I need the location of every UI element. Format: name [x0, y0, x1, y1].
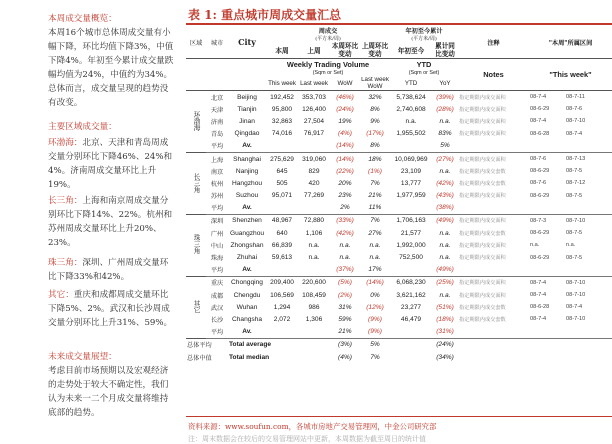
- average-en: Av.: [228, 140, 266, 153]
- city-zh: 上海: [206, 152, 228, 165]
- header-tw-en: This week: [268, 80, 296, 87]
- this-week: 106,569: [270, 291, 294, 299]
- period-end: 08-7-12: [566, 180, 586, 187]
- header-weekly-zh: 周成交 (平方米/周): [315, 28, 341, 42]
- this-week: 95,800: [271, 105, 293, 113]
- period-end: 08-7-10: [565, 276, 599, 289]
- average-row: [186, 264, 612, 277]
- period-end: 08-7-6: [566, 106, 583, 113]
- city-en: Hangzhou: [231, 179, 263, 187]
- average-yoy: (31%): [432, 326, 458, 339]
- header-yoy-en-col: YoY: [439, 80, 451, 87]
- ytd: 23,277: [400, 303, 422, 311]
- ytd: 2,740,608: [396, 105, 426, 113]
- last-week: 986: [308, 303, 320, 311]
- city-en: Chongqing: [228, 276, 266, 289]
- this-week: 505: [276, 179, 288, 187]
- city-zh: 深圳: [206, 214, 228, 227]
- header-ytd-en: YTD (Sqm or Set): [390, 59, 458, 78]
- average-en: Av.: [228, 264, 266, 277]
- city-en: Qingdao: [234, 130, 260, 138]
- total-median-en: Total median: [229, 353, 270, 361]
- city-zh: 青岛: [210, 131, 224, 139]
- city-en: Beijing: [228, 91, 266, 104]
- city-zh: 珠海: [210, 255, 224, 263]
- period-end: 08-7-10: [566, 316, 586, 323]
- region-label: 环渤海: [186, 91, 206, 153]
- last-week-wow: 8%: [370, 105, 380, 113]
- total-median-zh: 总体中值: [187, 354, 212, 362]
- table-title: 表 1: 重点城市周成交量汇总: [188, 8, 342, 22]
- last-week: 420: [308, 179, 320, 187]
- wow: (24%): [336, 105, 354, 113]
- yoy: (49%): [432, 214, 458, 227]
- note: 指定期限内成交面积: [459, 131, 506, 138]
- average-lwwow: 17%: [360, 264, 390, 277]
- header-this-week-en: "This week": [529, 59, 612, 91]
- header-yoy-zh-col: 累计同比变动: [435, 42, 455, 58]
- this-week: 209,400: [266, 276, 298, 289]
- city-en: Changsha: [231, 315, 263, 323]
- period-end: 08-7-4: [566, 130, 583, 137]
- period-start: 08-7-4: [530, 118, 547, 125]
- city-en: Jinan: [239, 117, 255, 125]
- ytd: 3,621,162: [396, 291, 426, 299]
- total-median-yoy: (34%): [436, 353, 454, 361]
- this-week: 59,613: [271, 254, 293, 262]
- average-wow: 2%: [330, 202, 360, 215]
- period-start: 08-7-6: [530, 180, 547, 187]
- title-rule: [186, 23, 612, 25]
- last-week-wow: 32%: [360, 91, 390, 104]
- this-week: 48,967: [266, 214, 298, 227]
- overview-body: 本周16个城市总体周成交量有小幅下降，环比均值下降3%，中值下降4%。年初至今累计成交量跌幅均值为24%，中值约为34%。总体而言，成交量呈现的趋势没有改变。: [48, 28, 174, 108]
- last-week: 76,917: [303, 130, 325, 138]
- average-en: Av.: [228, 202, 266, 215]
- yangtze-body: 上海和南京周成交量分别环比下降14%、22%。杭州和苏州周成交量环比上升20%、23%。: [48, 196, 173, 248]
- city-zh: 广州: [210, 230, 224, 238]
- table-panel: [186, 0, 612, 442]
- header-region-zh: 区域: [189, 39, 203, 47]
- yoy: (28%): [436, 105, 454, 113]
- this-week: 275,629: [266, 152, 298, 165]
- other-body: 重庆和成都周成交量环比下降5%、2%。武汉和长沙周成交量分别环比上升31%、59%。: [48, 290, 173, 328]
- ytd: 1,955,502: [396, 130, 426, 138]
- period-start: 08-6-28: [530, 130, 550, 137]
- header-notes-en: Notes: [458, 59, 529, 91]
- wow: 23%: [338, 192, 352, 200]
- note: 指定期限内成交面积: [459, 118, 506, 125]
- average-en: Av.: [228, 326, 266, 339]
- last-week: n.a.: [308, 241, 320, 249]
- table-row: [186, 128, 612, 140]
- note: 指定期限内成交面积: [458, 214, 529, 227]
- city-en: Nanjing: [235, 167, 259, 175]
- period-start: 08-7-3: [529, 214, 565, 227]
- last-week: 77,269: [303, 192, 325, 200]
- wow: (22%): [336, 167, 354, 175]
- last-week-wow: 27%: [368, 229, 382, 237]
- wow: 59%: [338, 315, 352, 323]
- city-zh: 武汉: [210, 304, 224, 312]
- note: 指定期限内成交套数: [459, 168, 506, 175]
- header-row-zh-a: [186, 26, 612, 42]
- overview-section: [48, 12, 174, 110]
- header-lw-en: Last week: [300, 80, 328, 87]
- regional-heading: 主要区域成交量：: [48, 122, 117, 132]
- wow: (46%): [330, 91, 360, 104]
- pearl-body: 深圳、广州周成交量环比下降33%和42%。: [48, 258, 169, 282]
- average-zh: 平均: [206, 326, 228, 339]
- last-week-wow: 7%: [370, 179, 380, 187]
- city-en: Suzhou: [235, 192, 259, 200]
- last-week: 220,600: [298, 276, 330, 289]
- period-end: 08-7-10: [565, 214, 599, 227]
- city-en: Tianjin: [237, 105, 257, 113]
- city-zh: 天津: [210, 106, 224, 114]
- note: 指定期限内成交面积: [458, 276, 529, 289]
- table-row: [186, 115, 612, 127]
- last-week: 126,400: [302, 105, 326, 113]
- header-ytd-zh-col: 年初至今: [397, 47, 425, 55]
- ytd: 1,706,163: [390, 214, 432, 227]
- yoy: (43%): [436, 192, 454, 200]
- ytd: 6,068,230: [390, 276, 432, 289]
- last-week: 353,703: [298, 91, 330, 104]
- ytd: 10,069,969: [390, 152, 432, 165]
- last-week: 829: [308, 167, 320, 175]
- wow: 20%: [338, 179, 352, 187]
- table-row: [186, 190, 612, 202]
- table-row: [186, 239, 612, 251]
- period-end: 08-7-5: [566, 230, 583, 237]
- outlook-section: [48, 350, 174, 420]
- volume-table: [186, 26, 612, 363]
- period-start: 08-6-29: [530, 168, 550, 175]
- this-week: 640: [276, 229, 288, 237]
- city-zh: 南京: [210, 168, 224, 176]
- last-week: n.a.: [308, 254, 320, 262]
- note: 指定期限内成交套数: [459, 316, 506, 323]
- period-start: 08-6-29: [530, 192, 550, 199]
- other-paragraph: [48, 288, 174, 330]
- yoy: (18%): [436, 315, 454, 323]
- table-row: [186, 227, 612, 239]
- city-zh: 苏州: [210, 193, 224, 201]
- city-en: Wuhan: [236, 303, 258, 311]
- city-zh: 重庆: [206, 276, 228, 289]
- wow: (33%): [330, 214, 360, 227]
- header-lwwow-en: Last week WoW: [361, 77, 389, 90]
- average-yoy: 5%: [432, 140, 458, 153]
- last-week-wow: 7%: [360, 214, 390, 227]
- ytd: 13,777: [400, 179, 422, 187]
- last-week-wow: 21%: [368, 192, 382, 200]
- average-lwwow: 8%: [360, 140, 390, 153]
- city-zh: 北京: [206, 91, 228, 104]
- header-weekly-en: Weekly Trading Volume (Sqm or Set): [266, 59, 390, 78]
- ytd: 46,479: [400, 315, 422, 323]
- header-ytd-zh: 年初至今累计 (平方米/周): [405, 28, 443, 42]
- period-end: 08-7-4: [566, 304, 583, 311]
- last-week-wow: 18%: [360, 152, 390, 165]
- other-lead: 其它：: [48, 290, 74, 300]
- total-median-row: [186, 351, 612, 363]
- city-en: Zhongshan: [230, 241, 264, 249]
- average-row: [186, 326, 612, 339]
- average-yoy: (38%): [432, 202, 458, 215]
- ytd: n.a.: [405, 117, 417, 125]
- period-start: 08-6-29: [530, 230, 550, 237]
- overview-heading: 本周成交量概览：: [48, 14, 117, 24]
- note: 指定期限内成交面积: [458, 152, 529, 165]
- this-week: 95,071: [271, 192, 293, 200]
- ytd: 1,977,959: [396, 192, 426, 200]
- note: 指定期限内成交面积: [458, 91, 529, 104]
- outlook-heading: 未来成交量展望：: [48, 352, 117, 362]
- ytd: 752,500: [399, 254, 423, 262]
- note: 指定期限内成交套数: [459, 304, 506, 311]
- this-week: 2,072: [273, 315, 291, 323]
- total-average-zh: 总体平均: [186, 338, 228, 351]
- table-row: [186, 301, 612, 313]
- header-ytd-en-col: YTD: [404, 80, 418, 87]
- note: 指定期限内成交面积: [459, 193, 506, 200]
- wow: 19%: [338, 117, 352, 125]
- average-wow: (14%): [330, 140, 360, 153]
- last-week-wow: (14%): [360, 276, 390, 289]
- period-end: n.a.: [566, 242, 576, 249]
- yoy: n.a.: [439, 229, 451, 237]
- table-row: [186, 214, 612, 227]
- total-average-lwwow: 5%: [360, 338, 390, 351]
- header-lwwow-zh-col: 上周环比变动: [361, 42, 389, 58]
- period-end: 08-7-13: [565, 152, 599, 165]
- wow: (14%): [330, 152, 360, 165]
- header-city-zh: 城市: [210, 39, 224, 47]
- regional-heading-block: [48, 120, 174, 134]
- city-zh: 杭州: [210, 180, 224, 188]
- last-week: 1,106: [305, 229, 323, 237]
- wow: (42%): [336, 229, 354, 237]
- average-wow: 21%: [330, 326, 360, 339]
- period-start: 08-7-4: [529, 276, 565, 289]
- this-week: 66,839: [271, 241, 293, 249]
- last-week-wow: (17%): [366, 130, 384, 138]
- period-end: 08-7-5: [566, 168, 583, 175]
- table-row: [186, 177, 612, 189]
- note: 指定期限内成交套数: [459, 230, 506, 237]
- header-row-en-a: [186, 59, 612, 78]
- header-city-en: City: [238, 37, 256, 47]
- total-average-wow: (3%): [330, 338, 360, 351]
- table-row: [186, 251, 612, 263]
- ytd: 5,738,624: [390, 91, 432, 104]
- yoy: (27%): [432, 152, 458, 165]
- average-yoy: (49%): [432, 264, 458, 277]
- period-start: 08-7-4: [530, 316, 547, 323]
- last-week-wow: 0%: [370, 291, 380, 299]
- wow: (2%): [338, 291, 352, 299]
- note: 指定期限内成交面积: [459, 255, 506, 262]
- period-start: 08-7-6: [529, 152, 565, 165]
- last-week: 319,060: [298, 152, 330, 165]
- header-this-week-zh: "本周"所属区间: [548, 39, 593, 47]
- last-week-wow: (1%): [368, 167, 382, 175]
- yoy: (39%): [432, 91, 458, 104]
- note: 指定期限内成交面积: [459, 242, 506, 249]
- table-body: [186, 91, 612, 339]
- last-week: 72,880: [298, 214, 330, 227]
- last-week: 108,459: [302, 291, 326, 299]
- city-zh: 长沙: [210, 316, 224, 324]
- header-wow-zh-col: 本周环比变动: [331, 42, 359, 58]
- note: 指定期限内成交面积: [459, 106, 506, 113]
- last-week-wow: (9%): [368, 315, 382, 323]
- yoy: 83%: [438, 130, 452, 138]
- period-start: 08-7-4: [530, 292, 547, 299]
- average-row: [186, 140, 612, 153]
- region-label: 长三角: [186, 152, 206, 214]
- header-last-week-zh-col: 上周: [307, 47, 321, 55]
- pearl-paragraph: [48, 256, 174, 284]
- note: 指定期限内成交面积: [459, 292, 506, 299]
- table-row: [186, 103, 612, 115]
- period-start: 08-6-29: [530, 106, 550, 113]
- last-week-wow: n.a.: [369, 241, 381, 249]
- city-en: Zhuhai: [236, 254, 258, 262]
- bohai-body: 北京、天津和青岛周成交量分别环比下降46%、24%和4%。济南周成交量环比上升19%。: [48, 138, 173, 190]
- this-week: 192,452: [266, 91, 298, 104]
- region-label: 珠三角: [186, 214, 206, 276]
- wow: (4%): [338, 130, 352, 138]
- header-wow-en: WoW: [337, 80, 353, 87]
- commentary-column: [0, 0, 176, 442]
- yoy: (51%): [436, 303, 454, 311]
- total-average-yoy: (24%): [432, 338, 458, 351]
- pearl-lead: 珠三角：: [48, 258, 83, 268]
- wow: (5%): [330, 276, 360, 289]
- city-zh: 成都: [210, 292, 224, 300]
- bohai-lead: 环渤海：: [48, 138, 83, 148]
- header-notes-zh: 注释: [487, 39, 500, 47]
- yoy: n.a.: [439, 254, 451, 262]
- wow: n.a.: [339, 241, 351, 249]
- average-wow: (37%): [330, 264, 360, 277]
- yangtze-lead: 长三角：: [48, 196, 83, 206]
- period-start: n.a.: [530, 242, 540, 249]
- region-label: 其它: [186, 276, 206, 338]
- average-lwwow: 11%: [360, 202, 390, 215]
- this-week: 74,016: [271, 130, 293, 138]
- table-row: [186, 276, 612, 289]
- this-week: 1,294: [273, 303, 291, 311]
- ytd: 23,109: [400, 167, 422, 175]
- table-row: [186, 91, 612, 104]
- period-end: 08-7-5: [566, 192, 583, 199]
- table-row: [186, 165, 612, 177]
- yoy: (42%): [436, 179, 454, 187]
- this-week: 645: [276, 167, 288, 175]
- city-en: Chengdu: [233, 291, 261, 299]
- average-zh: 平均: [206, 264, 228, 277]
- yoy: n.a.: [439, 241, 451, 249]
- total-median-wow: (4%): [338, 353, 352, 361]
- ytd: 1,992,000: [396, 241, 426, 249]
- city-en: Shanghai: [228, 152, 266, 165]
- yoy: n.a.: [439, 117, 451, 125]
- city-en: Shenzhen: [228, 214, 266, 227]
- wow: n.a.: [339, 254, 351, 262]
- ytd: 21,577: [400, 229, 422, 237]
- period-start: 08-6-29: [530, 254, 550, 261]
- table-row: [186, 152, 612, 165]
- note: 指定期限内成交套数: [459, 180, 506, 187]
- header-this-week-zh-col: 本周: [275, 47, 289, 55]
- yoy: n.a.: [439, 291, 451, 299]
- total-average-en: Total average: [228, 338, 330, 351]
- average-row: [186, 202, 612, 215]
- city-zh: 中山: [210, 242, 224, 250]
- period-end: 08-7-5: [566, 254, 583, 261]
- period-end: 08-7-10: [566, 292, 586, 299]
- yoy: n.a.: [439, 167, 451, 175]
- table-row: [186, 313, 612, 325]
- wow: 31%: [338, 303, 352, 311]
- yoy: (25%): [432, 276, 458, 289]
- source-note: 资料来源：www.soufun.com，各城市房地产交易管理网，中金公司研究部: [188, 422, 437, 431]
- source-rule: [186, 416, 612, 417]
- last-week: 1,306: [305, 315, 323, 323]
- last-week-wow: n.a.: [369, 254, 381, 262]
- period-start: 08-7-4: [529, 91, 565, 104]
- average-zh: 平均: [206, 202, 228, 215]
- this-week: 32,863: [271, 117, 293, 125]
- average-lwwow: (9%): [360, 326, 390, 339]
- period-start: 08-6-28: [530, 304, 550, 311]
- total-average-row: [186, 338, 612, 351]
- average-zh: 平均: [206, 140, 228, 153]
- bohai-paragraph: [48, 136, 174, 192]
- city-en: Guangzhou: [229, 229, 265, 237]
- table-row: [186, 289, 612, 301]
- last-week-wow: 9%: [370, 117, 380, 125]
- period-end: 08-7-10: [566, 118, 586, 125]
- outlook-body: 考虑目前市场预期以及宏观经济的走势处于较大不确定性，我们认为未来一二个月成交量将维持底部的趋势。: [48, 366, 169, 418]
- period-end: 08-7-11: [565, 91, 599, 104]
- yangtze-paragraph: [48, 194, 174, 250]
- last-week-wow: (12%): [366, 303, 384, 311]
- total-median-lwwow: 7%: [370, 353, 380, 361]
- cutoff-note: 注：周末数据会在较后的交易管理网站中更新，本周数据为截至周日的统计值: [188, 435, 426, 443]
- last-week: 27,504: [303, 117, 325, 125]
- city-zh: 济南: [210, 118, 224, 126]
